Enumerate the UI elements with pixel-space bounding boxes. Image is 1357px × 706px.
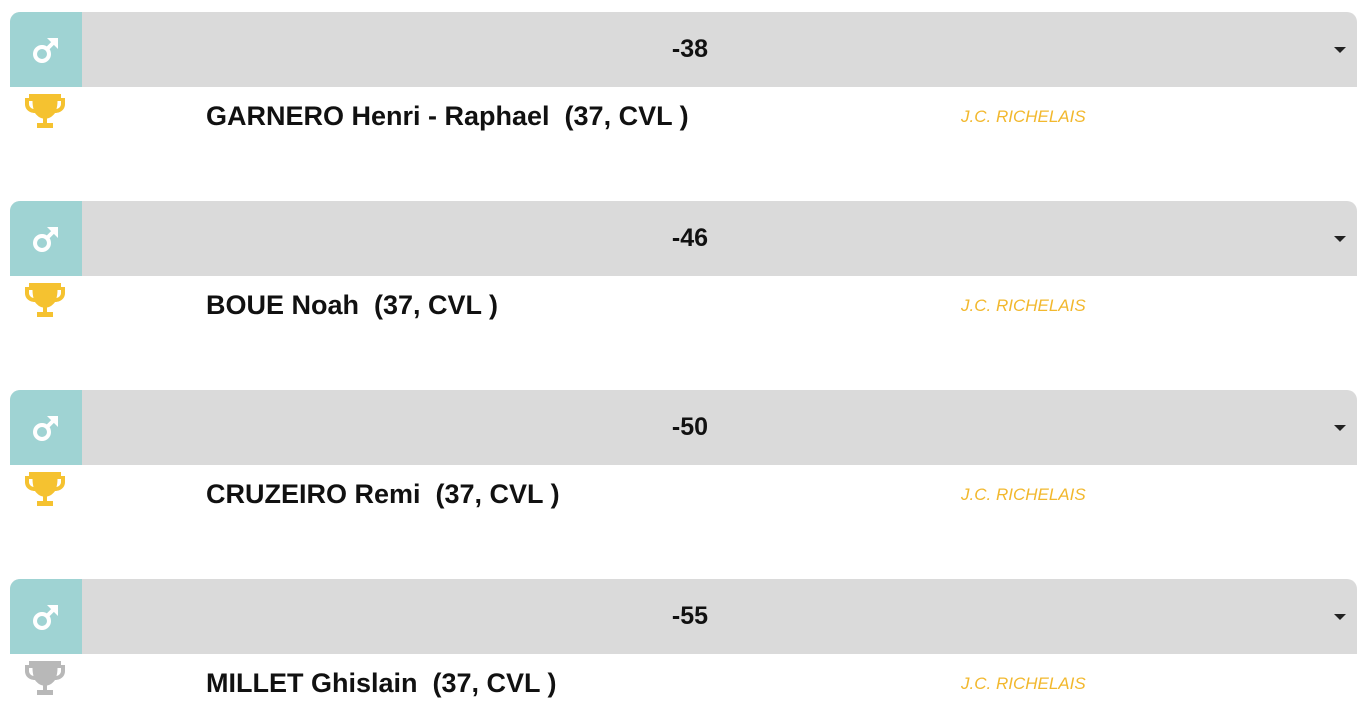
- trophy-silver-icon: [23, 657, 67, 701]
- category-header[interactable]: [10, 390, 1357, 465]
- trophy-gold-icon: [23, 279, 67, 323]
- category-block: [10, 12, 1357, 147]
- club-name[interactable]: J.C. RICHELAIS: [961, 107, 1086, 126]
- trophy-gold-icon: [23, 468, 67, 512]
- result-row: [10, 654, 1357, 706]
- athlete-name[interactable]: CRUZEIRO Remi (37, CVL ): [206, 479, 560, 509]
- male-icon: [31, 224, 61, 254]
- gender-badge: [10, 12, 82, 87]
- category-title: -46: [671, 224, 709, 252]
- category-title: -50: [671, 413, 709, 441]
- category-title: -38: [671, 35, 709, 63]
- category-block: [10, 579, 1357, 706]
- club-name[interactable]: J.C. RICHELAIS: [961, 485, 1086, 504]
- category-block: [10, 390, 1357, 525]
- category-header[interactable]: [10, 12, 1357, 87]
- category-title: -55: [671, 602, 709, 630]
- result-row: [10, 465, 1357, 525]
- club-name[interactable]: J.C. RICHELAIS: [961, 296, 1086, 315]
- trophy-gold-icon: [23, 90, 67, 134]
- caret-down-icon[interactable]: [1334, 614, 1346, 620]
- male-icon: [31, 35, 61, 65]
- gender-badge: [10, 579, 82, 654]
- result-row: [10, 87, 1357, 147]
- athlete-name[interactable]: GARNERO Henri - Raphael (37, CVL ): [206, 101, 689, 131]
- result-row: [10, 276, 1357, 336]
- male-icon: [31, 413, 61, 443]
- category-header[interactable]: [10, 579, 1357, 654]
- gender-badge: [10, 201, 82, 276]
- club-name[interactable]: J.C. RICHELAIS: [961, 674, 1086, 693]
- athlete-name[interactable]: MILLET Ghislain (37, CVL ): [206, 668, 557, 698]
- athlete-name[interactable]: BOUE Noah (37, CVL ): [206, 290, 499, 320]
- gender-badge: [10, 390, 82, 465]
- category-header[interactable]: [10, 201, 1357, 276]
- category-block: [10, 201, 1357, 336]
- male-icon: [31, 602, 61, 632]
- caret-down-icon[interactable]: [1334, 236, 1346, 242]
- caret-down-icon[interactable]: [1334, 425, 1346, 431]
- caret-down-icon[interactable]: [1334, 47, 1346, 53]
